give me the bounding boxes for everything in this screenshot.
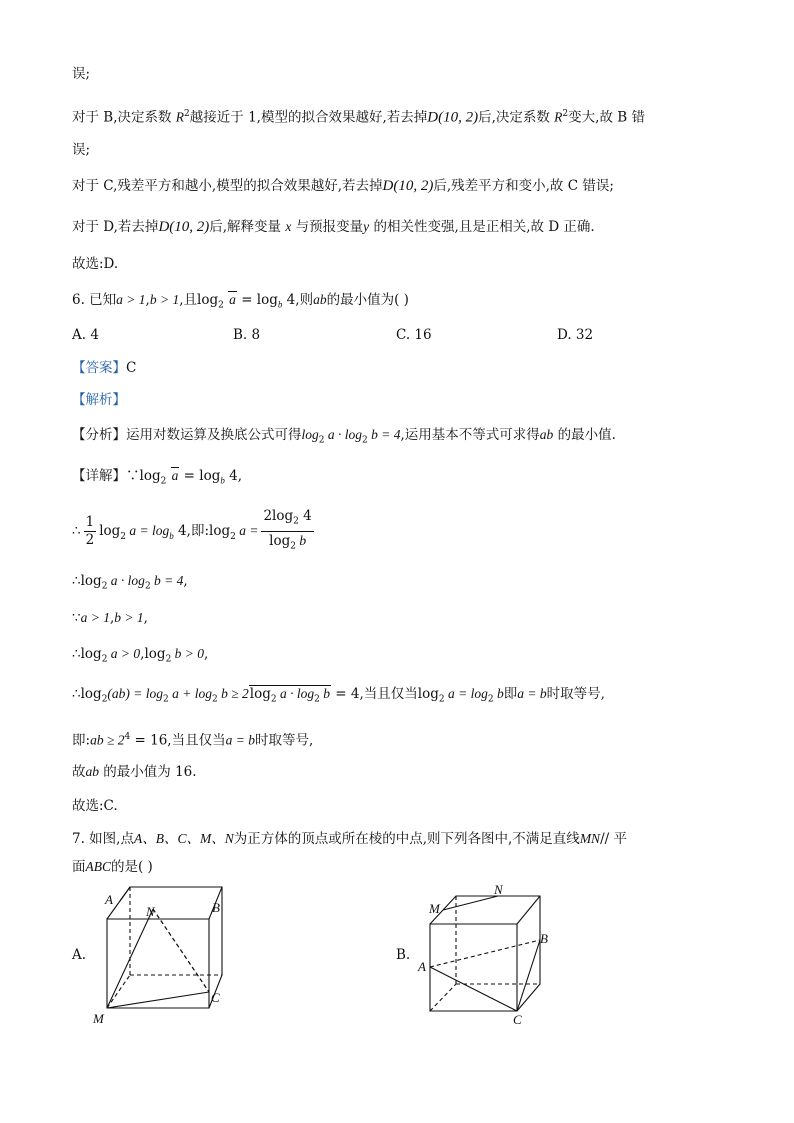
- fig-b-label-A: A: [418, 959, 426, 974]
- fig-b-label-N: N: [494, 882, 503, 897]
- q6-option-a: A. 4: [72, 327, 99, 343]
- q6-answer: 【答案】C: [72, 360, 137, 376]
- q6-detail-6: $\therefore\log_2(ab) = \log_2 a + \log_2 b \ge 2\log_2$ $a \cdot \log_2 b = 4$,当且仅当$\log_2 a = \log_2 b$即a = b时取等号,: [72, 686, 605, 705]
- q6-conclusion: 故选:C.: [72, 798, 118, 814]
- q5-option-d-analysis: 对于 D,若去掉D(10, 2)后,解释变量 x 与预报变量y 的相关性变强,且是正相关,故 D 正确.: [72, 219, 595, 235]
- fig-b-label-M: M: [429, 901, 440, 916]
- q6-stem: 6. 已知a > 1,b > 1,且$\log_2 a = \log_b 4$,则ab的最小值为( ): [72, 292, 409, 311]
- q7-option-a-label: A.: [72, 947, 87, 963]
- q7-stem-line-2: 面ABC的是( ): [72, 859, 153, 875]
- q5-option-b-analysis: 对于 B,决定系数 $R^2$越接近于 1,模型的拟合效果越好,若去掉D(10, 2)后,决定系数 $R^2$变大,故 B 错: [72, 109, 645, 126]
- q6-detail-8: 故ab 的最小值为 16.: [72, 764, 197, 780]
- q7-option-b-label: B.: [396, 947, 411, 963]
- fig-b-label-C: C: [513, 1012, 522, 1027]
- q6-detail-2: ∴ $\frac{1}{2}$ $\log_2 a = \log_b 4$,即$:\log_2$ a = $\frac{2\log_2 4}{\log_2 b}$: [72, 508, 312, 552]
- q5-conclusion: 故选:D.: [72, 256, 119, 272]
- q6-detail-7: 即:ab ≥ $2^4 = 16$,当且仅当a = b时取等号,: [72, 732, 314, 749]
- q6-detail-1: 【详解】$\because\log_2$ $a = \log_b 4$,: [72, 468, 243, 487]
- fig-a-label-M: M: [93, 1011, 104, 1026]
- q6-detail-4: ∵a > 1,b > 1,: [72, 610, 148, 626]
- q6-fenxi: 【分析】运用对数运算及换底公式可得$\log_2 a \cdot \log_2 b = 4$,运用基本不等式可求得ab 的最小值.: [72, 427, 616, 446]
- q6-option-d: D. 32: [557, 327, 594, 343]
- q6-detail-5: $\therefore\log_2$ $a > 0,\log_2$ b > 0,: [72, 646, 209, 665]
- q5-line-3: 误;: [72, 142, 91, 158]
- fig-a-label-C: C: [211, 990, 220, 1005]
- q5-option-c-analysis: 对于 C,残差平方和越小,模型的拟合效果越好,若去掉D(10, 2)后,残差平方和变小,故 C 错误;: [72, 178, 614, 194]
- q7-figure-b: [400, 880, 580, 1030]
- q6-detail-3: $\therefore\log_2$ $a \cdot \log_2 b = 4$,: [72, 573, 188, 592]
- q6-option-c: C. 16: [396, 327, 432, 343]
- fig-a-label-B: B: [212, 900, 220, 915]
- q7-figure-a: [60, 878, 240, 1028]
- fig-a-label-A: A: [105, 892, 113, 907]
- fig-b-label-B: B: [540, 931, 548, 946]
- q7-stem-line-1: 7. 如图,点A、B、C、M、N为正方体的顶点或所在棱的中点,则下列各图中,不满足直线MN// 平: [72, 831, 627, 847]
- q6-analysis-heading: 【解析】: [72, 392, 126, 408]
- fig-a-label-N: N: [146, 904, 155, 919]
- q6-option-b: B. 8: [233, 327, 261, 343]
- q5-line-1: 误;: [72, 66, 91, 82]
